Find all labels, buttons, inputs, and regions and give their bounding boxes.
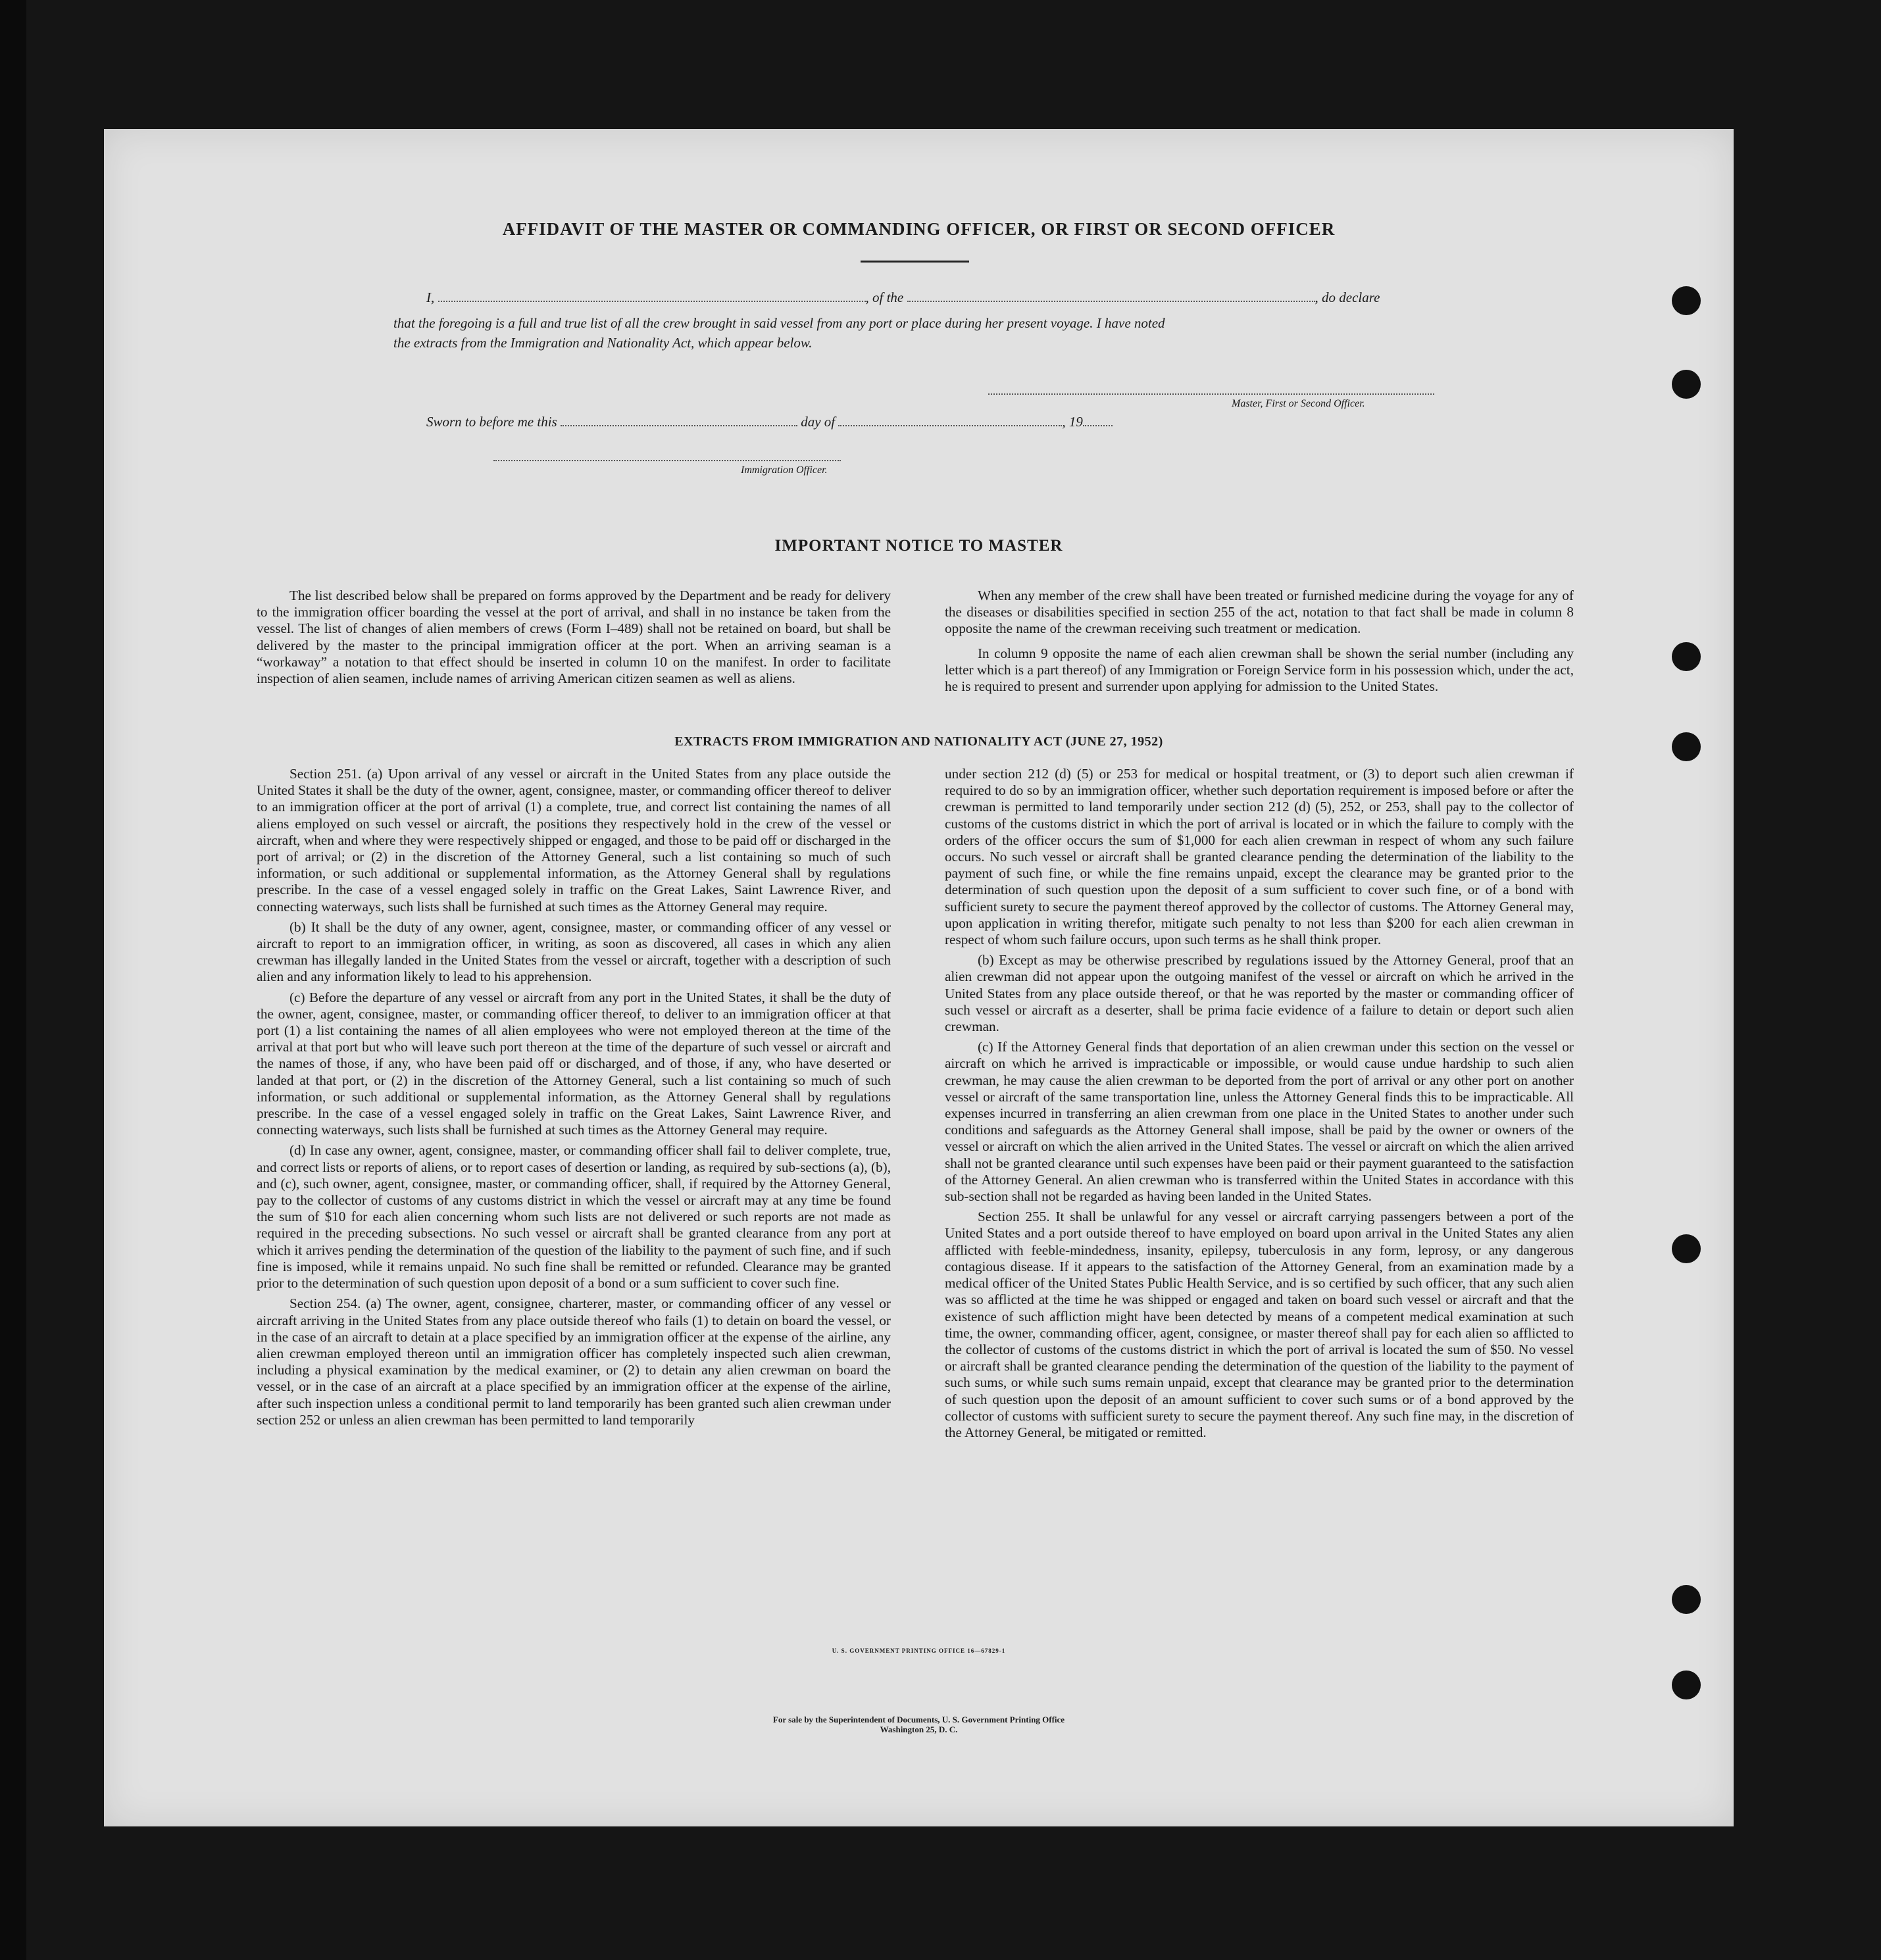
extract-paragraph: (c) If the Attorney General finds that deportation of an alien crewman under this section on the vessel or aircraft on which he arrived is impracticable or impossible, or would cause undue hardship to such alien crewman, he may cause the alien crewman to be deported from the port of arrival or any other port on another vessel or aircraft of the same transportation line, unless the Attorney General finds this to be impracticable. All expenses incurred in transferring an alien crewman from one place in the United States to another under such conditions and safeguards as the Attorney General shall impose, shall be paid by the owner or owners of the vessel or aircraft on which the alien arrived in the United States. The vessel or aircraft on which the alien arrived shall not be granted clearance until such expenses have been paid or their payment guaranteed to the satisfaction of the Attorney General. An alien crewman who is transferred within the United States in accordance with this sub-section shall not be regarded as having been landed in the United States. — [945, 1039, 1574, 1205]
vessel-field[interactable] — [907, 301, 1315, 302]
scan-border-left — [0, 0, 26, 1960]
notice-title: IMPORTANT NOTICE TO MASTER — [774, 537, 1063, 555]
extract-paragraph: Section 251. (a) Upon arrival of any vessel or aircraft in the United States from any place outside the United States it shall be the duty of the owner, agent, consignee, master, or commanding officer thereof to deliver to an immigration officer at the port of arrival (1) a complete, true, and correct list containing the names of all aliens employed on such vessel or aircraft, the positions they respectively hold in the crew of the vessel or aircraft, when and where they were respectively shipped or engaged, and those to be paid off or discharged in the port of arrival; or (2) in the discretion of the Attorney General, such a list containing so much of such information, or such additional or supplemental information, as the Attorney General shall by regulations prescribe. In the case of a vessel engaged solely in traffic on the Great Lakes, Saint Lawrence River, and connecting waterways, such lists shall be furnished at such times as the Attorney General may require. — [257, 766, 891, 915]
do-declare-label: , do declare — [1315, 289, 1380, 305]
gpo-imprint: U. S. GOVERNMENT PRINTING OFFICE 16—67829-1 — [832, 1647, 1006, 1654]
immigration-officer-label: Immigration Officer. — [741, 465, 828, 476]
extracts-title: EXTRACTS FROM IMMIGRATION AND NATIONALITY ACT (JUNE 27, 1952) — [674, 734, 1163, 749]
i-label: I, — [426, 289, 435, 305]
extract-paragraph: (b) It shall be the duty of any owner, agent, consignee, master, or commanding officer of any vessel or aircraft to report to an immigration officer, in writing, as soon as discovered, all cases in which any alien crewman has illegally landed in the United States from the vessel or aircraft, together with a description of such alien and any information likely to lead to his apprehension. — [257, 918, 891, 985]
sworn-year-field[interactable] — [1083, 425, 1113, 426]
extracts-right-column — [945, 766, 1574, 1445]
affidavit-declare-line — [426, 289, 1545, 306]
immigration-officer-signature-line[interactable] — [493, 460, 841, 461]
binder-hole — [1672, 1585, 1701, 1614]
binder-hole — [1672, 642, 1701, 671]
binder-hole — [1672, 1671, 1701, 1699]
binder-hole — [1672, 286, 1701, 315]
declaration-line-1: that the foregoing is a full and true list of all the crew brought in said vessel from any port or place during her present voyage. I have noted — [393, 315, 1165, 331]
declaration-line-2: the extracts from the Immigration and Nationality Act, which appear below. — [393, 335, 813, 351]
extract-paragraph: Section 255. It shall be unlawful for any vessel or aircraft carrying passengers between a port of the United States and a port outside thereof to have employed on board upon arrival in the United States any alien afflicted with feeble-mindedness, insanity, epilepsy, tuberculosis in any form, leprosy, or any dangerous contagious disease. If it appears to the satisfaction of the Attorney General, from an examination made by a medical officer of the United States Public Health Service, and is so certified by such officer, that any such alien was so afflicted at the time he was shipped or engaged and taken on board such vessel or aircraft and that the existence of such affliction might have been detected by means of a competent medical examination at such time, the owner, commanding officer, agent, consignee, or master thereof shall pay for each alien so afflicted to the collector of customs of the customs district in which the port of arrival is located the sum of $50. No vessel or aircraft shall be granted clearance pending the determination of the question of the liability to the payment of such sums, or while such sums remain unpaid, except that clearance may be granted prior to the determination of such question upon the deposit of an amount sufficient to cover such sums or of a bond approved by the collector of customs with sufficient surety to secure the payment thereof. Any such fine may, in the discretion of the Attorney General, be mitigated or remitted. — [945, 1209, 1574, 1440]
sworn-day-field[interactable] — [561, 425, 797, 426]
extract-paragraph: Section 254. (a) The owner, agent, consignee, charterer, master, or commanding officer of any vessel or aircraft arriving in the United States from any place outside thereof who fails (1) to detain on board the vessel, or in the case of an aircraft to detain at a place specified by an immigration officer at the expense of the airline, any alien crewman employed thereon until an immigration officer has completely inspected such alien crewman, including a physical examination by the medical examiner, or (2) to detain any alien crewman on board the vessel, or in the case of an aircraft at a place specified by an immigration officer at the expense of the airline, after such inspection unless a conditional permit to land temporarily has been granted such alien crewman under section 252 or unless an alien crewman has been permitted to land temporarily — [257, 1295, 891, 1428]
notice-right-column — [945, 588, 1574, 699]
notice-right-paragraph-2: In column 9 opposite the name of each alien crewman shall be shown the serial number (including any letter which is a part thereof) of any Immigration or Foreign Service form in his possession which, under the act, he is required to present and surrender upon applying for admission to the United States. — [945, 645, 1574, 695]
name-field[interactable] — [438, 301, 866, 302]
sworn-label: Sworn to before me this — [426, 414, 557, 430]
form-page — [104, 129, 1734, 1826]
binder-hole — [1672, 370, 1701, 399]
title-rule — [861, 261, 969, 263]
master-signature-label: Master, First or Second Officer. — [1232, 398, 1365, 409]
sale-notice — [104, 1715, 1734, 1734]
binder-hole — [1672, 1234, 1701, 1263]
extract-paragraph: (c) Before the departure of any vessel or aircraft from any port in the United States, it shall be the duty of the owner, agent, consignee, master, or commanding officer thereof, to deliver to an immigration officer at that port (1) a list containing the names of all alien employees who were not employed thereon at the time of the arrival at that port but who will leave such port thereon at the time of the departure of such vessel or aircraft and the names of those, if any, who have been paid off or discharged, and of those, if any, who have deserted or landed at that port, or (2) in the discretion of the Attorney General, such a list containing so much of such information, or such additional or supplemental information, as the Attorney General shall by regulations prescribe. In the case of a vessel engaged solely in traffic on the Great Lakes, Saint Lawrence River, and connecting waterways, such lists shall be furnished at such times as the Attorney General may require. — [257, 989, 891, 1138]
sworn-line — [426, 414, 1347, 430]
extract-paragraph: (d) In case any owner, agent, consignee, master, or commanding officer shall fail to deliver complete, true, and correct lists or reports of aliens, or to report cases of desertion or landing, as required by sub-sections (a), (b), and (c), such owner, agent, consignee, master, or commanding officer, shall, if required by the Attorney General, pay to the collector of customs of any customs district in which the vessel or aircraft may at any time be found the sum of $10 for each alien concerning whom such lists are not delivered or such reports are not made as required in the preceding subsections. No such vessel or aircraft shall be granted clearance from any port at which it arrives pending the determination of the question of the liability to the payment of such fine, and if such fine is imposed, while it remains unpaid. No such fine shall be remitted or refunded. Clearance may be granted prior to the determination of such question upon deposit of a bond or a sum sufficient to cover such fine. — [257, 1142, 891, 1292]
notice-left-column — [257, 588, 891, 691]
sworn-month-field[interactable] — [838, 425, 1062, 426]
extract-paragraph: under section 212 (d) (5) or 253 for medical or hospital treatment, or (3) to deport such alien crewman if required to do so by an immigration officer, whether such deportation requirement is imposed before or after the crewman is permitted to land temporarily under section 212 (d) (5), 252, or 253, shall pay to the collector of customs of the customs district in which the port of arrival is located or in which the failure to comply with the orders of the officer occurs the sum of $1,000 for each alien crewman in respect of whom any such failure occurs. No such vessel or aircraft shall be granted clearance pending the determination of the liability to the payment of such fine, or while the fine remains unpaid, except the clearance may be granted prior to the determination of such question upon the deposit of a sum sufficient to cover such fine, or of a bond with sufficient surety to secure the payment thereof approved by the collector of customs. The Attorney General may, upon application in writing therefor, mitigate such penalty to not less than $200 for each alien crewman in respect of whom such failure occurs, upon such terms as he shall think proper. — [945, 766, 1574, 948]
notice-right-paragraph-1: When any member of the crew shall have been treated or furnished medicine during the voyage for any of the diseases or disabilities specified in section 255 of the act, notation to that fact shall be made in column 8 opposite the name of the crewman receiving such treatment or medication. — [945, 588, 1574, 637]
extract-paragraph: (b) Except as may be otherwise prescribed by regulations issued by the Attorney General, proof that an alien crewman did not appear upon the outgoing manifest of the vessel or aircraft on which he arrived in the United States from any place outside thereof, or that he was reported by the master or commanding officer of such vessel or aircraft as a deserter, shall be prima facie evidence of a failure to detain or deport such alien crewman. — [945, 952, 1574, 1035]
sale-line-1: For sale by the Superintendent of Documents, U. S. Government Printing Office — [772, 1715, 1065, 1724]
sale-line-2: Washington 25, D. C. — [880, 1724, 958, 1734]
year-label: , 19 — [1062, 414, 1083, 430]
notice-left-paragraph: The list described below shall be prepared on forms approved by the Department and be ready for delivery to the immigration officer boarding the vessel at the port of arrival, and shall in no instance be taken from the vessel. The list of changes of alien members of crews (Form I–489) shall not be retained on board, but shall be delivered by the master to the principal immigration officer at the port. When an arriving seaman is a “workaway” a notation to that effect should be inserted in column 10 on the manifest. In order to facilitate inspection of alien seamen, include names of arriving American citizen seamen as well as aliens. — [257, 588, 891, 687]
of-the-label: , of the — [865, 289, 904, 305]
master-signature-line[interactable] — [988, 393, 1434, 395]
day-of-label: day of — [801, 414, 836, 430]
extracts-left-column — [257, 766, 891, 1432]
affidavit-title: AFFIDAVIT OF THE MASTER OR COMMANDING OFFICER, OR FIRST OR SECOND OFFICER — [502, 219, 1336, 239]
